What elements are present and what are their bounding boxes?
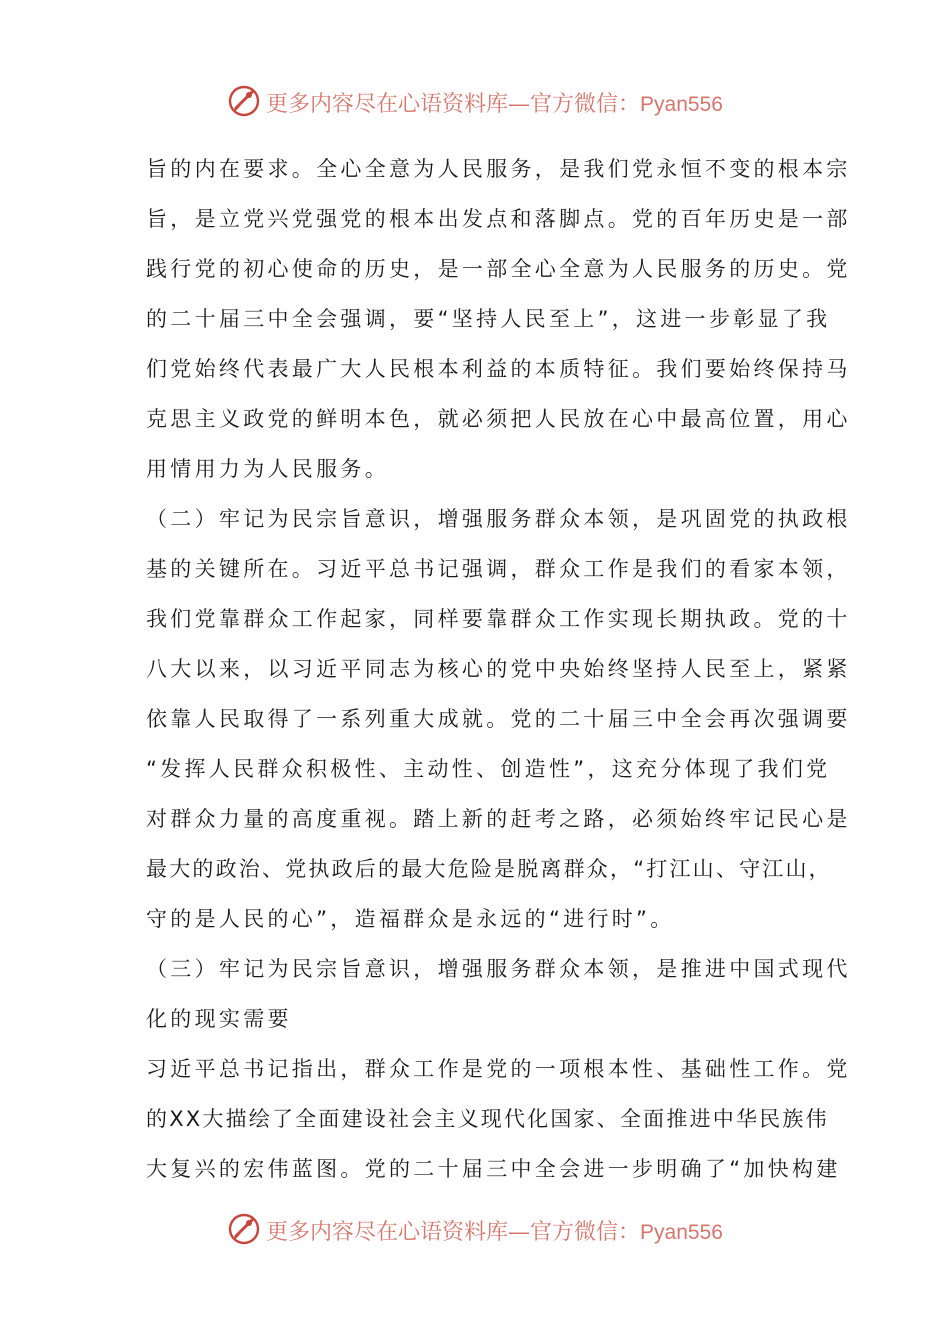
text-line: 我们党靠群众工作起家，同样要靠群众工作实现长期执政。党的十	[146, 607, 851, 631]
text-line: 克思主义政党的鲜明本色，就必须把人民放在心中最高位置，用心	[146, 407, 851, 431]
text-line: 们党始终代表最广大人民根本利益的本质特征。我们要始终保持马	[146, 357, 851, 381]
text-line: 旨的内在要求。全心全意为人民服务，是我们党永恒不变的根本宗	[146, 157, 851, 181]
header-banner	[0, 82, 950, 122]
text-line: 大复兴的宏伟蓝图。党的二十届三中全会进一步明确了“加快构建	[146, 1157, 841, 1181]
banner-prefix: 更多内容尽在心语资料库	[266, 92, 509, 117]
text-line: 最大的政治、党执政后的最大危险是脱离群众，“打江山、守江山，	[146, 857, 832, 881]
banner-wechat-id: Pyan556	[640, 1221, 723, 1244]
banner-prefix: 更多内容尽在心语资料库	[266, 1220, 509, 1245]
section-heading: （三）牢记为民宗旨意识，增强服务群众本领，是推进中国式现代	[146, 957, 851, 981]
text-line: 基的关键所在。习近平总书记强调，群众工作是我们的看家本领，	[146, 557, 851, 581]
text-line: 的XX大描绘了全面建设社会主义现代化国家、全面推进中华民族伟	[146, 1107, 829, 1131]
banner-dash: —	[508, 1220, 531, 1245]
section-heading: （二）牢记为民宗旨意识，增强服务群众本领，是巩固党的执政根	[146, 507, 851, 531]
banner-wechat-id: Pyan556	[640, 93, 723, 116]
text-line: 的二十届三中全会强调，要“坚持人民至上”，这进一步彰显了我	[146, 307, 831, 331]
text-line: 践行党的初心使命的历史，是一部全心全意为人民服务的历史。党	[146, 257, 851, 281]
text-line: “发挥人民群众积极性、主动性、创造性”，这充分体现了我们党	[146, 757, 831, 781]
text-line: 习近平总书记指出，群众工作是党的一项根本性、基础性工作。党	[146, 1057, 851, 1081]
document-body	[146, 144, 851, 1194]
text-line: 守的是人民的心”，造福群众是永远的“进行时”。	[146, 907, 675, 931]
text-line: 旨，是立党兴党强党的根本出发点和落脚点。党的百年历史是一部	[146, 207, 851, 231]
footer-banner	[0, 1210, 950, 1250]
banner-wechat-label: 官方微信：	[530, 1220, 641, 1245]
text-line: 对群众力量的高度重视。踏上新的赶考之路，必须始终牢记民心是	[146, 807, 851, 831]
banner-wechat-label: 官方微信：	[530, 92, 641, 117]
text-line: 用情用力为人民服务。	[146, 457, 389, 481]
text-line: 八大以来，以习近平同志为核心的党中央始终坚持人民至上，紧紧	[146, 657, 851, 681]
banner-text	[266, 87, 723, 118]
section-heading: 化的现实需要	[146, 1007, 292, 1031]
seal-logo-icon	[227, 84, 261, 118]
seal-logo-icon	[227, 1212, 261, 1246]
text-line: 依靠人民取得了一系列重大成就。党的二十届三中全会再次强调要	[146, 707, 851, 731]
banner-dash: —	[508, 92, 531, 117]
banner-text	[266, 1215, 723, 1246]
